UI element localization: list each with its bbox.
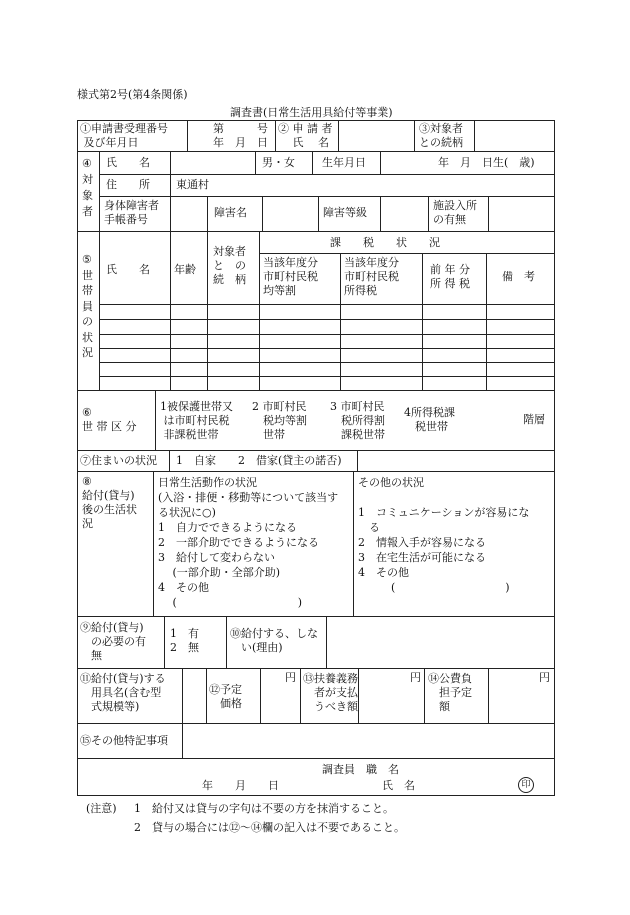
address-label: 住 所 [106,178,150,191]
disability-label: 障害名 [214,206,247,219]
other-status[interactable]: その他の状況 1 コミュニケーションが容易にな る 2 情報入手が容易になる 3 在宅生活が可能になる 4 その他 ( ) [358,476,530,594]
public-expense-label: ⑭公費負 担予定 額 [428,672,472,713]
investigator-title: 調査員 職 名 [322,763,399,776]
relation-label: ③対象者 との続柄 [419,122,463,149]
address-value[interactable]: 東通村 [176,178,209,191]
household-relation-header: 対象者 と の 続 柄 [213,245,246,286]
price-label: ⑫予定 価格 [209,683,242,710]
facility-label: 施設入所 の有無 [433,199,477,226]
household-section-label: ⑤ 世 帯 員 の 状 況 [82,253,93,359]
applicant-label: ② 申 請 者 氏 名 [278,122,333,149]
footnote-1: 1 給付又は貸与の字句は不要の方を抹消すること。 [134,802,394,815]
seal-mark: 印 [518,777,534,793]
life-status-label: ⑧ 給付(貸与) 後の生活状 況 [82,475,137,530]
obligor-label: ⑬扶養義務 者が支払 うべき額 [303,672,358,713]
form-number: 様式第2号(第4条関係) [77,88,188,101]
investigator-name-label: 氏 名 [382,779,415,792]
category-option-4[interactable]: 4所得税課 税世帯 [404,406,455,433]
birth-value[interactable]: 年 月 日生( 歳) [438,156,535,169]
row-divider [77,151,555,152]
yen-unit: 円 [539,671,550,684]
item-label: ⑪給付(貸与)する 用具名(含む型 式規模等) [80,672,166,713]
housing-label: ⑦住まいの状況 [80,454,157,467]
tax-status-header: 課 税 状 況 [330,236,440,249]
category-option-1[interactable]: 1被保護世帯又 は市町村民税 非課税世帯 [160,400,233,441]
category-option-2[interactable]: 2 市町村民 税均等割 世帯 [252,400,307,441]
tax-col-income: 当該年度分 市町村民税 所得税 [344,256,399,297]
necessity-options[interactable]: 1 有 2 無 [170,627,199,654]
yen-unit: 円 [285,671,296,684]
birth-label: 生年月日 [322,156,366,169]
necessity-label: ⑨給付(貸与) の必要の有 無 [80,621,146,662]
investigator-date[interactable]: 年 月 日 [202,779,279,792]
household-age-header: 年齢 [174,263,196,276]
category-label: ⑥ 世 帯 区 分 [82,406,137,433]
footnote-2: 2 貸与の場合には⑫〜⑭欄の記入は不要であること。 [134,821,405,834]
tax-col-prev-year: 前 年 分 所 得 税 [430,263,470,290]
reason-label: ⑩給付する、しな い(理由) [230,627,318,654]
subject-name-label: 氏 名 [106,156,150,169]
grade-label: 障害等級 [323,206,367,219]
handbook-label: 身体障害者 手帳番号 [104,199,159,226]
footnote-head: (注意) [86,802,117,815]
page-title: 調査書(日常生活用具給付等事業) [230,106,393,119]
tax-col-per-capita: 当該年度分 市町村民税 均等割 [263,256,318,297]
household-name-header: 氏 名 [106,263,150,276]
yen-unit: 円 [410,671,421,684]
receipt-label: ①申請書受理番号 及び年月日 [80,122,168,149]
sex-options[interactable]: 男・女 [262,156,295,169]
special-notes-label: ⑮その他特記事項 [80,734,168,747]
category-option-3[interactable]: 3 市町村民 税所得割 課税世帯 [330,400,385,441]
housing-options[interactable]: 1 自家 2 借家(貸主の諾否) [176,454,342,467]
receipt-value[interactable]: 第 号 年 月 日 [213,122,268,149]
subject-section-label: ④ 対 象 者 [82,157,93,218]
stratum-label: 階層 [523,413,545,426]
adl-status[interactable]: 日常生活動作の状況 (入浴・排便・移動等について該当す る状況に○) 1 自力でできるようになる 2 一部介助でできるようになる 3 給付して変わらない (一部介助・全部介助) 4 その他 ( ) [158,476,339,609]
remarks-header: 備 考 [502,270,535,283]
